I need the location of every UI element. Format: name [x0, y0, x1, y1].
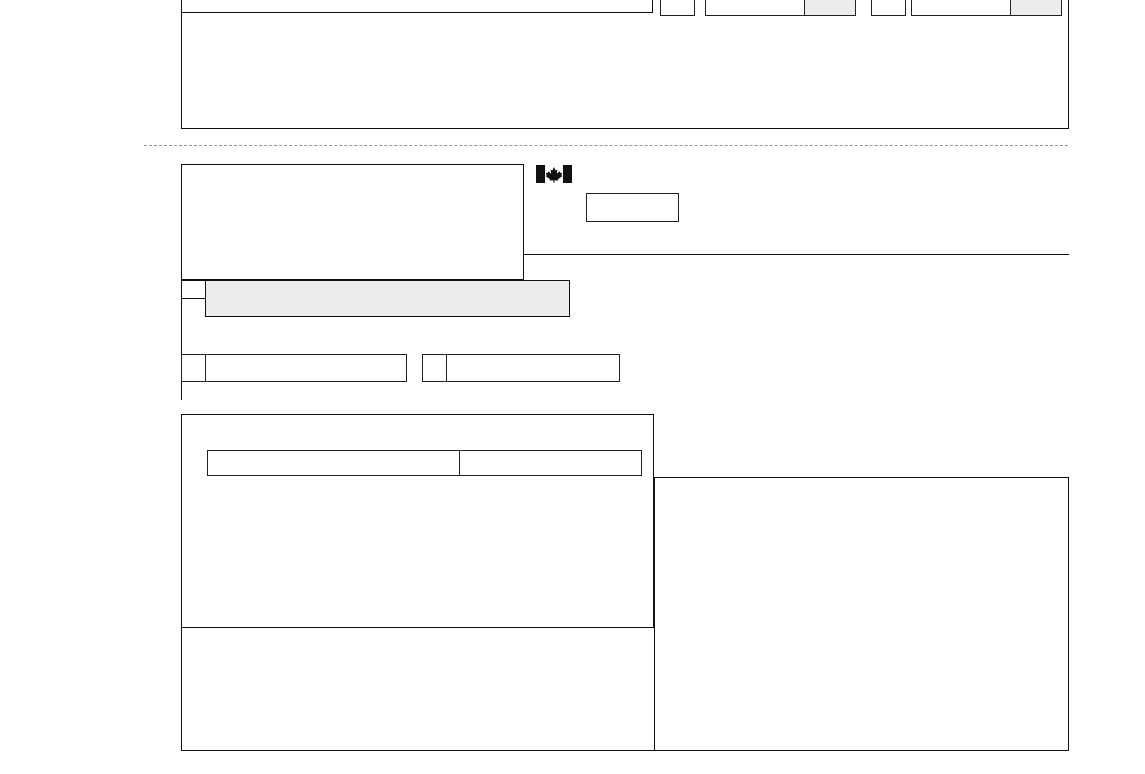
payer-account-field[interactable]: [205, 280, 570, 317]
previous-slip-box[interactable]: [911, 0, 1062, 16]
payer-account-divider: [181, 280, 205, 299]
bottom-rows-frame: [181, 628, 1069, 751]
sin-field[interactable]: [181, 354, 407, 382]
header-rule: [524, 254, 1069, 255]
perforation-line: [144, 145, 1068, 146]
recipient-account-field[interactable]: [422, 354, 620, 382]
canada-flag-icon: [536, 165, 572, 183]
previous-slip-frame: [181, 0, 1069, 129]
previous-slip-box[interactable]: [660, 0, 695, 16]
previous-slip-name-box-edge: [181, 0, 653, 13]
previous-slip-box[interactable]: [871, 0, 906, 16]
payer-name-box: [181, 164, 524, 280]
previous-slip-box[interactable]: [705, 0, 856, 16]
recipient-box: [181, 414, 654, 628]
recipient-name-field[interactable]: [207, 450, 642, 476]
year-box[interactable]: [586, 193, 679, 222]
